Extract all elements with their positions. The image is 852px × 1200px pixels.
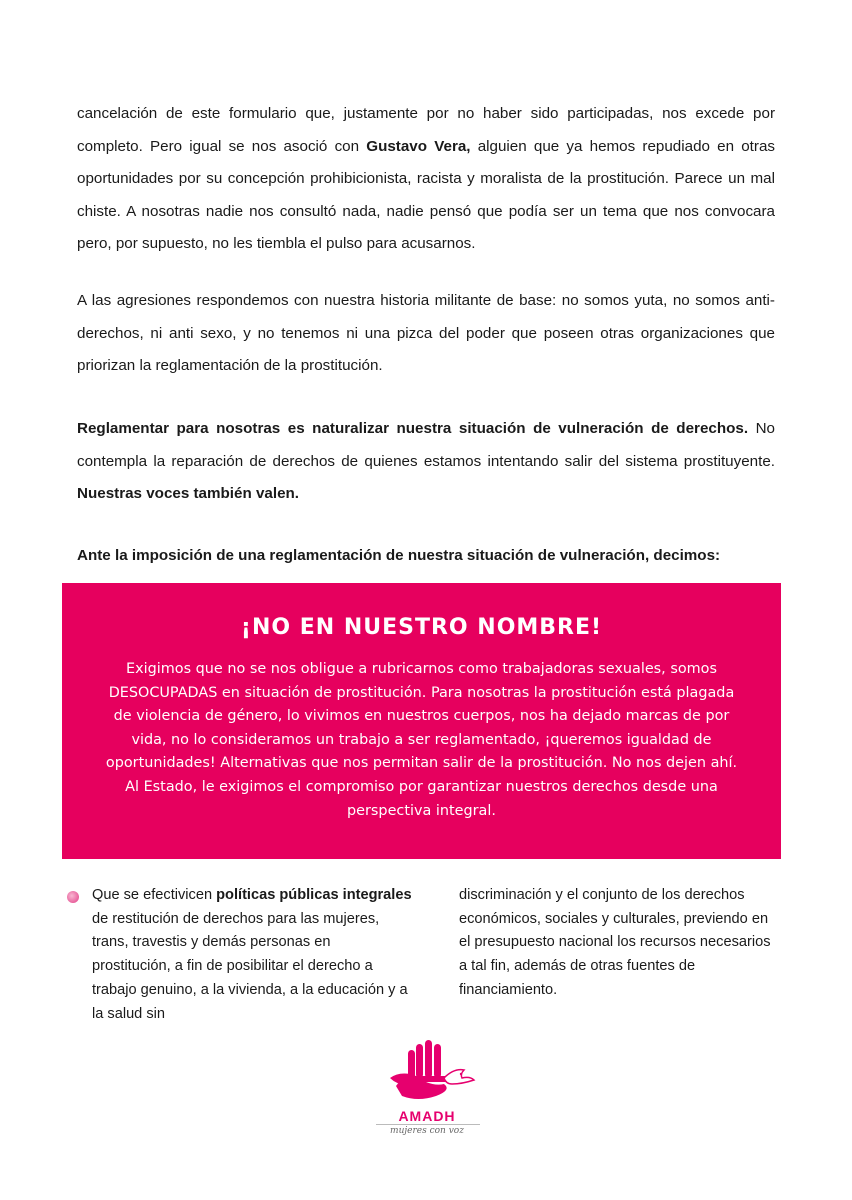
demand-column-left: [92, 884, 412, 1026]
bold-text-run: Reglamentar para nosotras es naturalizar nuestra situación de vulneración de derechos.: [77, 420, 749, 437]
logo-divider: [376, 1124, 480, 1125]
pink-bullet-icon: [67, 891, 79, 903]
bold-text-run: políticas públicas integrales: [216, 887, 412, 903]
paragraph-ante-imposicion: [77, 540, 775, 573]
demand-column-right: [459, 884, 779, 1003]
no-en-nuestro-nombre-banner: [62, 583, 781, 859]
text-run: cancelación de este formulario que, justamente por no haber sido participadas, nos excede por completo. Pero igual se nos asoció con: [77, 105, 775, 155]
text-run: de restitución de derechos para las mujeres, trans, travestis y demás personas en prostitución, a fin de posibilitar el derecho a trabajo genuino, a la vivienda, a la educación y a la salud sin: [92, 910, 408, 1022]
bold-text-run: Ante la imposición de una reglamentación de nuestra situación de vulneración, decimos:: [77, 547, 721, 564]
hands-dove-icon: [366, 1038, 488, 1108]
paragraph-cancelacion: [77, 98, 775, 261]
text-run: A las agresiones respondemos con nuestra historia militante de base: no somos yuta, no somos anti-derechos, ni anti sexo, y no tenemos ni una pizca del poder que poseen otras organizaciones que priorizan la reglamentación de la prostitución.: [77, 292, 775, 374]
banner-text: Exigimos que no se nos obligue a rubricarnos como trabajadoras sexuales, somos DESOCUPADAS en situación de prostitución. Para nosotras la prostitución está plagada de violencia de género, lo vivimos en nuestros cuerpos, nos ha dejado marcas de por vida, no lo consideramos un trabajo a ser reglamentado, ¡queremos igualdad de oportunidades! Alternativas que nos permitan salir de la prostitución. No nos dejen ahí. Al Estado, le exigimos el compromiso por garantizar nuestros derechos desde una perspectiva integral.: [105, 661, 738, 819]
text-run: discriminación y el conjunto de los derechos económicos, sociales y culturales, previendo en el presupuesto nacional los recursos necesarios a tal fin, además de otras fuentes de financiamiento.: [459, 887, 771, 998]
paragraph-agresiones: [77, 285, 775, 383]
logo-tagline: mujeres con voz: [390, 1126, 464, 1136]
logo-name: AMADH: [398, 1108, 456, 1124]
bold-text-run: Gustavo Vera,: [366, 137, 471, 155]
text-run: No contempla la reparación de derechos de quienes estamos intentando salir del sistema prostituyente.: [77, 420, 775, 470]
bold-text-run: Nuestras voces también valen.: [77, 485, 300, 502]
text-run: alguien que ya hemos repudiado en otras oportunidades por su concepción prohibicionista, racista y moralista de la prostitución. Parece un mal chiste. A nosotras nadie nos consultó nada, nadie pensó que podía ser un tema que nos convocara pero, por supuesto, no les tiembla el pulso para acusarnos.: [77, 137, 776, 252]
amadh-logo: [366, 1038, 488, 1150]
paragraph-reglamentar: [77, 413, 775, 511]
text-run: Que se efectivicen: [92, 887, 217, 903]
banner-title: ¡NO EN NUESTRO NOMBRE!: [240, 615, 603, 640]
